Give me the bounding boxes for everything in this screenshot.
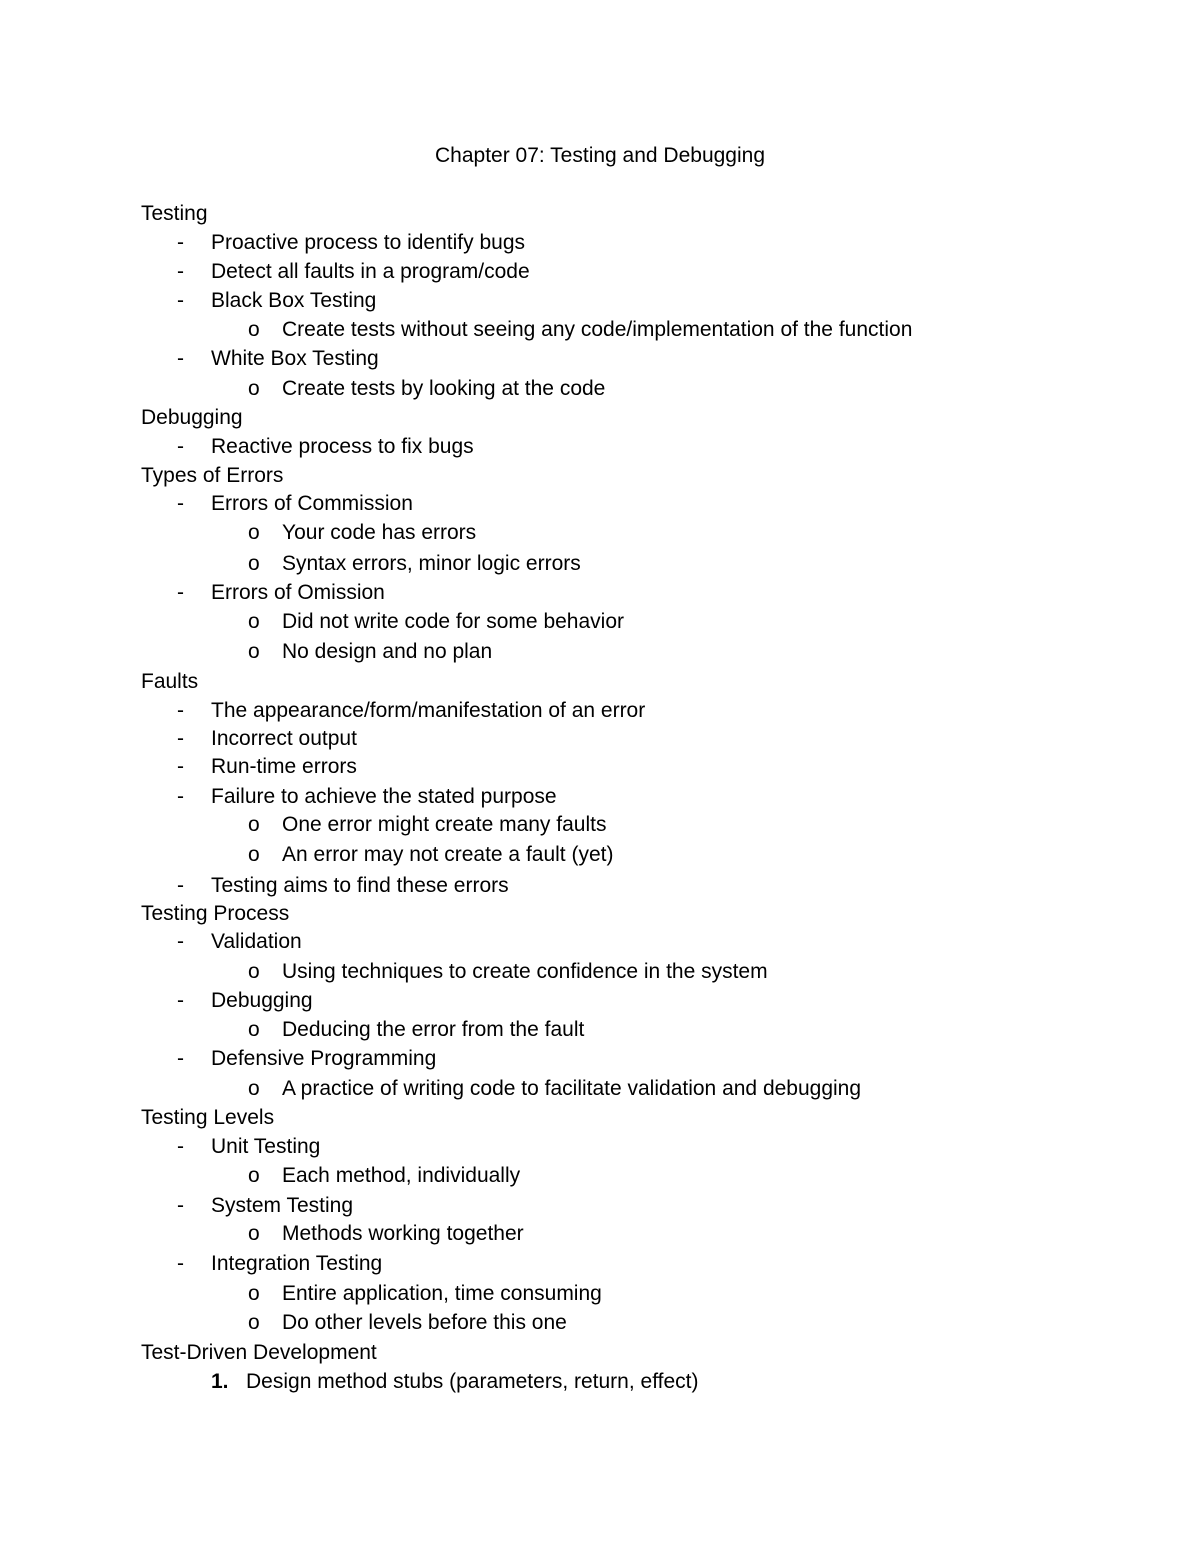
- dash-bullet: -: [177, 581, 184, 604]
- circle-bullet: o: [248, 1164, 260, 1187]
- list-item: Detect all faults in a program/code: [211, 260, 530, 283]
- dash-bullet: -: [177, 231, 184, 254]
- sub-list-item: Using techniques to create confidence in the system: [282, 960, 768, 983]
- list-item: Integration Testing: [211, 1252, 383, 1275]
- circle-bullet: o: [248, 640, 260, 663]
- circle-bullet: o: [248, 318, 260, 341]
- dash-bullet: -: [177, 1047, 184, 1070]
- section-heading-testing-process: Testing Process: [141, 902, 290, 925]
- dash-bullet: -: [177, 347, 184, 370]
- dash-bullet: -: [177, 699, 184, 722]
- dash-bullet: -: [177, 435, 184, 458]
- circle-bullet: o: [248, 610, 260, 633]
- circle-bullet: o: [248, 552, 260, 575]
- dash-bullet: -: [177, 1135, 184, 1158]
- sub-list-item: No design and no plan: [282, 640, 493, 663]
- dash-bullet: -: [177, 755, 184, 778]
- list-item: Defensive Programming: [211, 1047, 437, 1070]
- sub-list-item: Create tests without seeing any code/implementation of the function: [282, 318, 913, 341]
- circle-bullet: o: [248, 1077, 260, 1100]
- number-marker: 1.: [211, 1370, 229, 1393]
- circle-bullet: o: [248, 377, 260, 400]
- section-heading-debugging: Debugging: [141, 406, 243, 429]
- circle-bullet: o: [248, 960, 260, 983]
- list-item: Black Box Testing: [211, 289, 377, 312]
- list-item: Errors of Commission: [211, 492, 413, 515]
- list-item: White Box Testing: [211, 347, 379, 370]
- numbered-item: Design method stubs (parameters, return, effect): [246, 1370, 699, 1393]
- section-heading-testing: Testing: [141, 202, 208, 225]
- sub-list-item: Create tests by looking at the code: [282, 377, 606, 400]
- sub-list-item: Each method, individually: [282, 1164, 521, 1187]
- sub-list-item: Deducing the error from the fault: [282, 1018, 585, 1041]
- sub-list-item: Methods working together: [282, 1222, 524, 1245]
- dash-bullet: -: [177, 260, 184, 283]
- dash-bullet: -: [177, 874, 184, 897]
- list-item: System Testing: [211, 1194, 354, 1217]
- circle-bullet: o: [248, 1311, 260, 1334]
- list-item: Debugging: [211, 989, 313, 1012]
- list-item: Failure to achieve the stated purpose: [211, 785, 557, 808]
- dash-bullet: -: [177, 785, 184, 808]
- sub-list-item: An error may not create a fault (yet): [282, 843, 614, 866]
- sub-list-item: Did not write code for some behavior: [282, 610, 624, 633]
- dash-bullet: -: [177, 930, 184, 953]
- circle-bullet: o: [248, 813, 260, 836]
- dash-bullet: -: [177, 1194, 184, 1217]
- sub-list-item: Do other levels before this one: [282, 1311, 567, 1334]
- sub-list-item: Entire application, time consuming: [282, 1282, 602, 1305]
- dash-bullet: -: [177, 289, 184, 312]
- sub-list-item: Your code has errors: [282, 521, 477, 544]
- circle-bullet: o: [248, 843, 260, 866]
- page-title: Chapter 07: Testing and Debugging: [434, 144, 766, 167]
- list-item: Proactive process to identify bugs: [211, 231, 525, 254]
- list-item: Validation: [211, 930, 302, 953]
- dash-bullet: -: [177, 727, 184, 750]
- sub-list-item: One error might create many faults: [282, 813, 607, 836]
- section-heading-types-of-errors: Types of Errors: [141, 464, 284, 487]
- dash-bullet: -: [177, 1252, 184, 1275]
- sub-list-item: Syntax errors, minor logic errors: [282, 552, 581, 575]
- dash-bullet: -: [177, 492, 184, 515]
- list-item: Testing aims to find these errors: [211, 874, 509, 897]
- sub-list-item: A practice of writing code to facilitate validation and debugging: [282, 1077, 862, 1100]
- list-item: Run-time errors: [211, 755, 357, 778]
- list-item: Unit Testing: [211, 1135, 321, 1158]
- list-item: Reactive process to fix bugs: [211, 435, 474, 458]
- section-heading-test-driven-development: Test-Driven Development: [141, 1341, 377, 1364]
- circle-bullet: o: [248, 1222, 260, 1245]
- circle-bullet: o: [248, 521, 260, 544]
- dash-bullet: -: [177, 989, 184, 1012]
- circle-bullet: o: [248, 1018, 260, 1041]
- circle-bullet: o: [248, 1282, 260, 1305]
- list-item: Incorrect output: [211, 727, 357, 750]
- section-heading-faults: Faults: [141, 670, 199, 693]
- list-item: The appearance/form/manifestation of an error: [211, 699, 646, 722]
- section-heading-testing-levels: Testing Levels: [141, 1106, 275, 1129]
- list-item: Errors of Omission: [211, 581, 385, 604]
